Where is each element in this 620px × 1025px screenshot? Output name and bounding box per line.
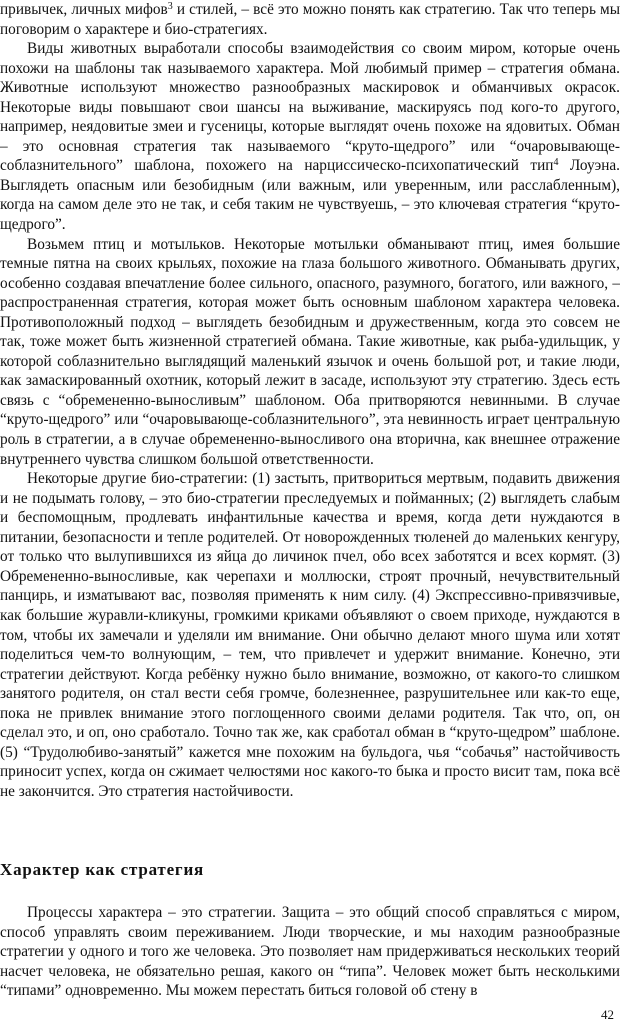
paragraph-character-processes: Процессы характера – это стратегии. Защита – это общий способ справляться с миром, способ управлять своим переживанием. Люди творческие, и мы находим разнообразные стратегии у одного и того же человека. Это позволяет нам придерживаться нескольких теорий насчет человека, не обязательно решая, какого он “типа”. Человек может быть несколькими “типами” одновременно. Мы можем перестать биться головой об стену в [0,904,620,1000]
paragraph-other-bio-strategies: Некоторые другие био-стратегии: (1) застыть, притвориться мертвым, подавить движения и не подымать голову, – это био-стратегии преследуемых и пойманных; (2) выглядеть слабым и беспомощным, продлевать инфантильные качества и время, когда дети нуждаются в питании, безопасности и тепле родителей. От новорожденных тюленей до маленьких кенгуру, от только что вылупившихся из яйца до личинок пчел, обо всех заботятся и всех кормят. (3) Обремененно-выносливые, как черепахи и моллюски, строят прочный, нечувствительный панцирь, и изматывают вас, позволяя применять к ним силу. (4) Экспрессивно-привязчивые, как большие журавли-кликуны, громкими криками объявляют о своем приходе, нуждаются в том, чтобы их замечали и уделяли им внимание. Они обычно делают много шума или хотят поделиться чем-то волнующим, – тем, что привлечет и удержит внимание. Конечно, эти стратегии действуют. Когда ребёнку нужно было внимание, возможно, от какого-то слишком занятого родителя, он стал вести себя громче, болезненнее, разрушительнее или как-то еще, пока не привлек внимание этого поглощенного своими делами родителя. Так что, оп, он сделал это, и оп, оно сработало. Точно так же, как сработал обман в “круто-щедром” шаблоне. (5) “Трудолюбиво-занятый” кажется мне похожим на бульдога, чья “собачья” настойчивость приносит успех, когда он сжимает челюстями нос какого-то быка и просто висит там, пока всё не закончится. Это стратегия настойчивости. [0,470,620,800]
page-number: 42 [601,1007,614,1022]
paragraph-deception-strategy: Виды животных выработали способы взаимодействия со своим миром, которые очень похожи на шаблоны так называемого характера. Мой любимый пример – стратегия обмана. Животные используют множество разнообразных маскировок и обманчивых окрасок. Некоторые виды повышают свои шансы на выживание, маскируясь под кого-то другого, например, неядовитые змеи и гусеницы, которые выглядят очень похоже на ядовитых. Обман – это основная стратегия так называемого “круто-щедрого” или “очаровывающе-соблазнительного” шаблона, похожего на нарциссическо-психопатический тип$^4$ Лоуэна. Выглядеть опасным или безобидным (или важным, или уверенным, или расслабленным), когда на самом деле это не так, и себя таким не чувствуешь, – это ключевая стратегия “круто-щедрого”. [0,40,620,234]
body-text-bottom [0,903,620,1001]
footnote-ref-4: 4 [553,157,559,169]
paragraph-birds-and-moths: Возьмем птиц и мотыльков. Некоторые мотыльки обманывают птиц, имея большие темные пятна на своих крыльях, похожие на глаза большого животного. Обманывать других, особенно создавая впечатление более сильного, опасного, разумного, богатого, или важного, – распространенная стратегия, которая может быть основным шаблоном характера человека. Противоположный подход – выглядеть безобидным и дружественным, когда это совсем не так, тоже может быть жизненной стратегией обмана. Такие животные, как рыба-удильщик, у которой соблазнительно выглядящий маленький язычок и очень большой рот, и такие люди, как замаскированный охотник, который лежит в засаде, используют эту стратегию. Здесь есть связь с “обремененно-выносливым” шаблоном. Оба притворяются невинными. В случае “круто-щедрого” или “очаровывающе-соблазнительного”, эта невинность играет центральную роль в стратегии, а в случае обремененно-выносливого она вторична, как внешнее отражение внутреннего чувства слишком большой ответственности. [0,235,620,468]
footnote-ref-3: 3 [167,1,173,12]
section-heading: Характер как стратегия [0,860,205,879]
paragraph-continuation: привычек, личных мифов$^3$ и стилей, – всё это можно понять как стратегию. Так что теперь мы поговорим о характере и био-стратегиях. [0,1,620,38]
